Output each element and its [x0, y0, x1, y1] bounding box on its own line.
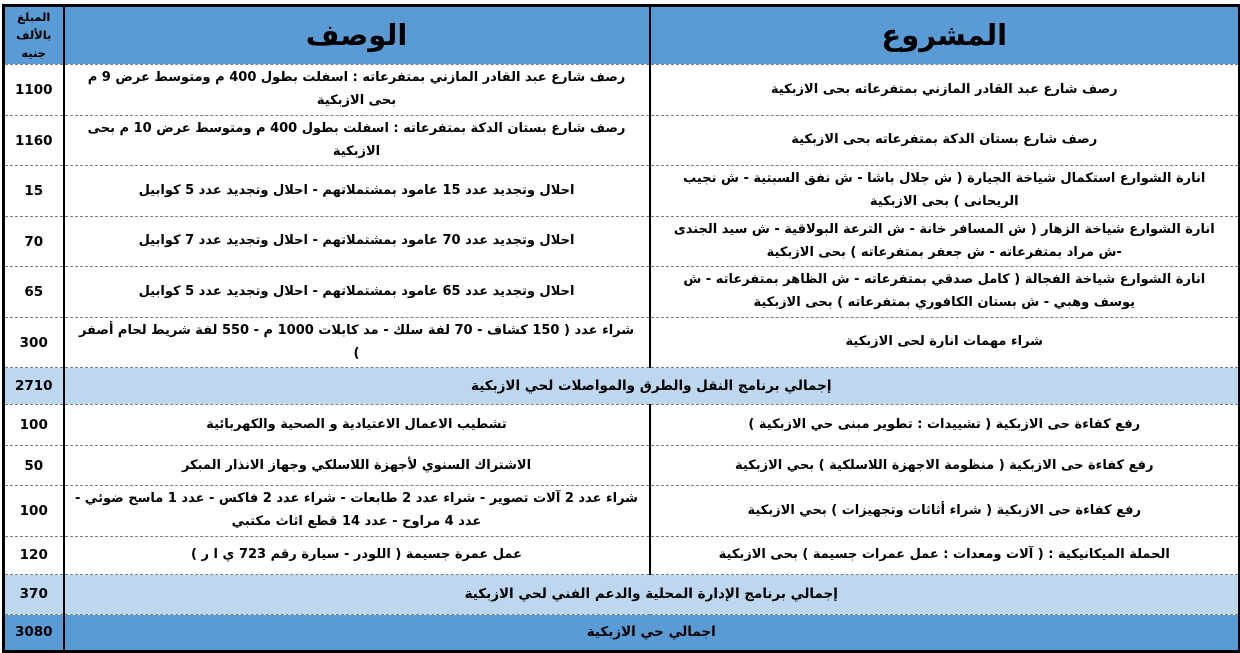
subtotal-amount: 370	[4, 574, 64, 614]
table-row	[4, 166, 1240, 217]
project-cell: الحملة الميكانيكية : ( آلات ومعدات : عمل عمرات جسيمة ) بحى الازبكية	[650, 536, 1240, 574]
table-row	[4, 446, 1240, 486]
description-cell: احلال وتجديد عدد 15 عامود بمشتملاتهم - احلال وتجديد عدد 5 كوابيل	[64, 166, 650, 217]
project-cell: انارة الشوارع شياخة الفجالة ( كامل صدقي بمتفرعاته - ش الظاهر بمتفرعاته - ش يوسف وهبي - ش بستان الكافوري بمتفرعاته ) بحى الازبكية	[650, 267, 1240, 318]
table-row	[4, 216, 1240, 267]
amount-column-header: المبلغ بالألف جنيه	[4, 6, 64, 65]
amount-cell: 1100	[4, 65, 64, 116]
amount-cell: 100	[4, 486, 64, 537]
subtotal-label: إجمالي برنامج النقل والطرق والمواصلات لحي الازبكية	[64, 368, 1240, 405]
project-cell: رفع كفاءة حى الازبكية ( تشييدات : تطوير مبنى حي الازبكية )	[650, 405, 1240, 446]
amount-cell: 100	[4, 405, 64, 446]
subtotal-amount: 2710	[4, 368, 64, 405]
table-row	[4, 65, 1240, 116]
project-cell: شراء مهمات انارة لحى الازبكية	[650, 317, 1240, 368]
amount-cell: 15	[4, 166, 64, 217]
description-cell: تشطيب الاعمال الاعتيادية و الصحية والكهربائية	[64, 405, 650, 446]
description-cell: عمل عمرة جسيمة ( اللودر - سيارة رقم 723 ي ا ر )	[64, 536, 650, 574]
header-row	[4, 6, 1240, 65]
project-cell: انارة الشوارع شياخة الزهار ( ش المسافر خانة - ش الترعة البولاقية - ش سيد الجندى -ش مراد بمتفرعاته - ش جعفر بمتفرعاته ) بحى الازبكية	[650, 216, 1240, 267]
description-column-header: الوصف	[64, 6, 650, 65]
budget-table	[2, 4, 1240, 653]
description-cell: رصف شارع عبد القادر المازني بمتفرعاته : اسفلت بطول 400 م ومتوسط عرض 9 م بحى الازبكية	[64, 65, 650, 116]
table-row	[4, 115, 1240, 166]
project-column-header: المشروع	[650, 6, 1240, 65]
amount-cell: 50	[4, 446, 64, 486]
amount-cell: 70	[4, 216, 64, 267]
description-cell: احلال وتجديد عدد 70 عامود بمشتملاتهم - احلال وتجديد عدد 7 كوابيل	[64, 216, 650, 267]
description-cell: احلال وتجديد عدد 65 عامود بمشتملاتهم - احلال وتجديد عدد 5 كوابيل	[64, 267, 650, 318]
budget-sheet	[2, 4, 1238, 653]
amount-cell: 1160	[4, 115, 64, 166]
amount-cell: 120	[4, 536, 64, 574]
table-row	[4, 405, 1240, 446]
subtotal-row	[4, 368, 1240, 405]
description-cell: شراء عدد 2 آلات تصوير - شراء عدد 2 طابعات - شراء عدد 2 فاكس - عدد 1 ماسح ضوئي - عدد 4 مراوح - عدد 14 قطع اثاث مكتبي	[64, 486, 650, 537]
amount-cell: 65	[4, 267, 64, 318]
total-row	[4, 614, 1240, 651]
table-row	[4, 536, 1240, 574]
description-cell: الاشتراك السنوي لأجهزة اللاسلكي وجهاز الانذار المبكر	[64, 446, 650, 486]
table-row	[4, 486, 1240, 537]
project-cell: انارة الشوارع استكمال شياخة الجيارة ( ش جلال باشا - ش نفق السبتية - ش نجيب الريحانى ) بحى الازبكية	[650, 166, 1240, 217]
description-cell: رصف شارع بستان الدكة بمتفرعاته : اسفلت بطول 400 م ومتوسط عرض 10 م بحى الازبكية	[64, 115, 650, 166]
total-amount: 3080	[4, 614, 64, 651]
table-row	[4, 267, 1240, 318]
amount-cell: 300	[4, 317, 64, 368]
project-cell: رفع كفاءة حى الازبكية ( شراء أثاثات وتجهيزات ) بحي الازبكية	[650, 486, 1240, 537]
total-label: اجمالي حي الازبكية	[64, 614, 1240, 651]
table-row	[4, 317, 1240, 368]
project-cell: رصف شارع بستان الدكة بمتفرعاته بحى الازبكية	[650, 115, 1240, 166]
subtotal-label: إجمالي برنامج الإدارة المحلية والدعم الفني لحي الازبكية	[64, 574, 1240, 614]
description-cell: شراء عدد ( 150 كشاف - 70 لفة سلك - مد كابلات 1000 م - 550 لفة شريط لحام أصفر )	[64, 317, 650, 368]
project-cell: رصف شارع عبد القادر المازني بمتفرعاته بحى الازبكية	[650, 65, 1240, 116]
project-cell: رفع كفاءة حى الازبكية ( منظومة الاجهزة اللاسلكية ) بحي الازبكية	[650, 446, 1240, 486]
subtotal-row	[4, 574, 1240, 614]
